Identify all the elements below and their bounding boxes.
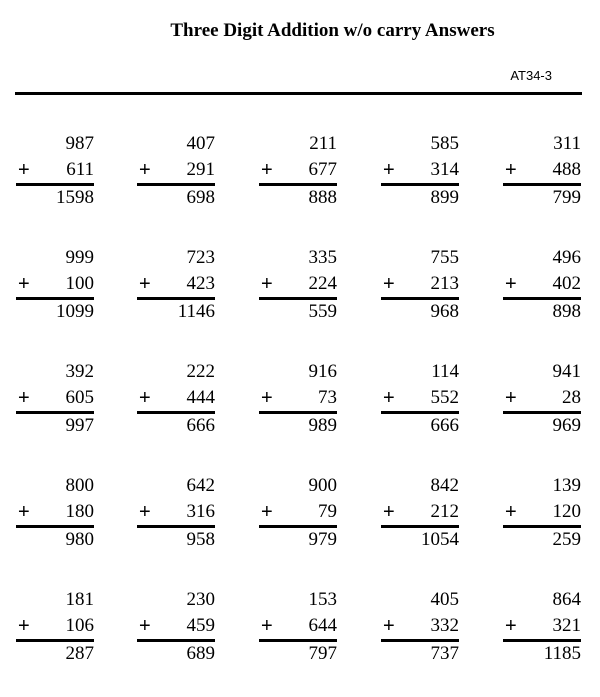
addend-bottom: 552: [430, 387, 459, 408]
sum-answer: 698: [186, 187, 215, 208]
addend-top: 800: [65, 475, 94, 496]
addend-bottom: 332: [430, 615, 459, 636]
addend-bottom: 459: [186, 615, 215, 636]
sum-answer: 797: [308, 643, 337, 664]
worksheet-code: AT34-3: [510, 68, 552, 83]
sum-line: [137, 525, 215, 528]
addend-top: 181: [65, 589, 94, 610]
plus-sign: +: [383, 387, 395, 409]
sum-answer: 1185: [543, 643, 581, 664]
addend-bottom: 314: [430, 159, 459, 180]
plus-sign: +: [383, 273, 395, 295]
addition-problem: [503, 361, 581, 441]
plus-sign: +: [139, 501, 151, 523]
addend-bottom: 213: [430, 273, 459, 294]
addend-bottom: 644: [308, 615, 337, 636]
sum-answer: 799: [552, 187, 581, 208]
addend-bottom: 73: [318, 387, 337, 408]
plus-sign: +: [261, 387, 273, 409]
addition-problem: [381, 475, 459, 555]
sum-line: [259, 297, 337, 300]
addend-bottom: 100: [65, 273, 94, 294]
addend-bottom: 180: [65, 501, 94, 522]
addition-problem: [259, 475, 337, 555]
plus-sign: +: [505, 501, 517, 523]
sum-line: [16, 411, 94, 414]
sum-answer: 968: [430, 301, 459, 322]
addition-problem: [259, 361, 337, 441]
addition-problem: [503, 133, 581, 213]
addend-bottom: 316: [186, 501, 215, 522]
sum-line: [381, 183, 459, 186]
plus-sign: +: [18, 159, 30, 181]
sum-answer: 737: [430, 643, 459, 664]
sum-line: [16, 297, 94, 300]
addend-bottom: 423: [186, 273, 215, 294]
addend-bottom: 605: [65, 387, 94, 408]
addend-bottom: 106: [65, 615, 94, 636]
addend-top: 755: [430, 247, 459, 268]
addition-problem: [137, 133, 215, 213]
sum-line: [381, 525, 459, 528]
plus-sign: +: [18, 387, 30, 409]
sum-line: [381, 639, 459, 642]
sum-answer: 1099: [56, 301, 94, 322]
addition-problem: [381, 361, 459, 441]
addend-top: 900: [308, 475, 337, 496]
sum-answer: 689: [186, 643, 215, 664]
worksheet-title: Three Digit Addition w/o carry Answers: [170, 20, 495, 41]
addition-problem: [381, 247, 459, 327]
addend-top: 211: [309, 133, 337, 154]
addend-top: 139: [552, 475, 581, 496]
addend-top: 230: [186, 589, 215, 610]
addition-problem: [137, 475, 215, 555]
addition-problem: [259, 133, 337, 213]
sum-line: [503, 183, 581, 186]
plus-sign: +: [505, 273, 517, 295]
plus-sign: +: [261, 273, 273, 295]
sum-line: [503, 639, 581, 642]
sum-answer: 958: [186, 529, 215, 550]
addend-top: 642: [186, 475, 215, 496]
plus-sign: +: [139, 615, 151, 637]
addition-problem: [16, 133, 94, 213]
sum-line: [381, 411, 459, 414]
sum-answer: 989: [308, 415, 337, 436]
addend-top: 114: [431, 361, 459, 382]
addend-bottom: 402: [552, 273, 581, 294]
sum-line: [16, 639, 94, 642]
addend-bottom: 291: [186, 159, 215, 180]
addition-problem: [381, 133, 459, 213]
addend-bottom: 321: [552, 615, 581, 636]
addend-top: 987: [65, 133, 94, 154]
sum-line: [259, 183, 337, 186]
addition-problem: [381, 589, 459, 669]
sum-answer: 666: [430, 415, 459, 436]
addend-top: 864: [552, 589, 581, 610]
addend-top: 222: [186, 361, 215, 382]
sum-line: [259, 411, 337, 414]
sum-line: [137, 639, 215, 642]
addend-bottom: 224: [308, 273, 337, 294]
plus-sign: +: [505, 615, 517, 637]
sum-line: [503, 525, 581, 528]
addend-top: 916: [308, 361, 337, 382]
addend-top: 407: [186, 133, 215, 154]
addend-bottom: 79: [318, 501, 337, 522]
addition-problem: [137, 247, 215, 327]
addition-problem: [137, 589, 215, 669]
addend-top: 842: [430, 475, 459, 496]
sum-line: [381, 297, 459, 300]
sum-answer: 666: [186, 415, 215, 436]
sum-line: [137, 297, 215, 300]
addend-bottom: 444: [186, 387, 215, 408]
addend-top: 405: [430, 589, 459, 610]
addend-top: 153: [308, 589, 337, 610]
sum-answer: 888: [308, 187, 337, 208]
sum-answer: 979: [308, 529, 337, 550]
sum-line: [16, 183, 94, 186]
sum-answer: 1598: [56, 187, 94, 208]
addition-problem: [16, 361, 94, 441]
plus-sign: +: [139, 387, 151, 409]
addition-problem: [137, 361, 215, 441]
sum-answer: 559: [308, 301, 337, 322]
plus-sign: +: [139, 159, 151, 181]
addend-top: 941: [552, 361, 581, 382]
addition-problem: [503, 475, 581, 555]
sum-answer: 899: [430, 187, 459, 208]
sum-line: [259, 639, 337, 642]
plus-sign: +: [18, 615, 30, 637]
addend-top: 311: [553, 133, 581, 154]
sum-answer: 287: [65, 643, 94, 664]
sum-answer: 997: [65, 415, 94, 436]
plus-sign: +: [383, 159, 395, 181]
addend-top: 335: [308, 247, 337, 268]
plus-sign: +: [261, 501, 273, 523]
addition-problem: [259, 589, 337, 669]
plus-sign: +: [505, 387, 517, 409]
sum-answer: 898: [552, 301, 581, 322]
addition-problem: [16, 589, 94, 669]
addition-problem: [503, 247, 581, 327]
addend-top: 496: [552, 247, 581, 268]
sum-line: [16, 525, 94, 528]
sum-line: [137, 183, 215, 186]
addend-top: 999: [65, 247, 94, 268]
sum-answer: 969: [552, 415, 581, 436]
addition-problem: [16, 475, 94, 555]
plus-sign: +: [18, 501, 30, 523]
addend-top: 723: [186, 247, 215, 268]
sum-answer: 259: [552, 529, 581, 550]
plus-sign: +: [505, 159, 517, 181]
addition-problem: [259, 247, 337, 327]
sum-line: [503, 297, 581, 300]
sum-answer: 980: [65, 529, 94, 550]
plus-sign: +: [383, 501, 395, 523]
addend-bottom: 120: [552, 501, 581, 522]
sum-line: [259, 525, 337, 528]
addend-top: 585: [430, 133, 459, 154]
plus-sign: +: [261, 615, 273, 637]
plus-sign: +: [261, 159, 273, 181]
sum-line: [503, 411, 581, 414]
addend-bottom: 677: [308, 159, 337, 180]
sum-answer: 1146: [177, 301, 215, 322]
sum-line: [137, 411, 215, 414]
plus-sign: +: [383, 615, 395, 637]
sum-answer: 1054: [421, 529, 459, 550]
plus-sign: +: [139, 273, 151, 295]
addend-bottom: 488: [552, 159, 581, 180]
plus-sign: +: [18, 273, 30, 295]
addition-problem: [16, 247, 94, 327]
addition-problem: [503, 589, 581, 669]
addend-bottom: 611: [66, 159, 94, 180]
addend-bottom: 212: [430, 501, 459, 522]
addend-top: 392: [65, 361, 94, 382]
addend-bottom: 28: [562, 387, 581, 408]
